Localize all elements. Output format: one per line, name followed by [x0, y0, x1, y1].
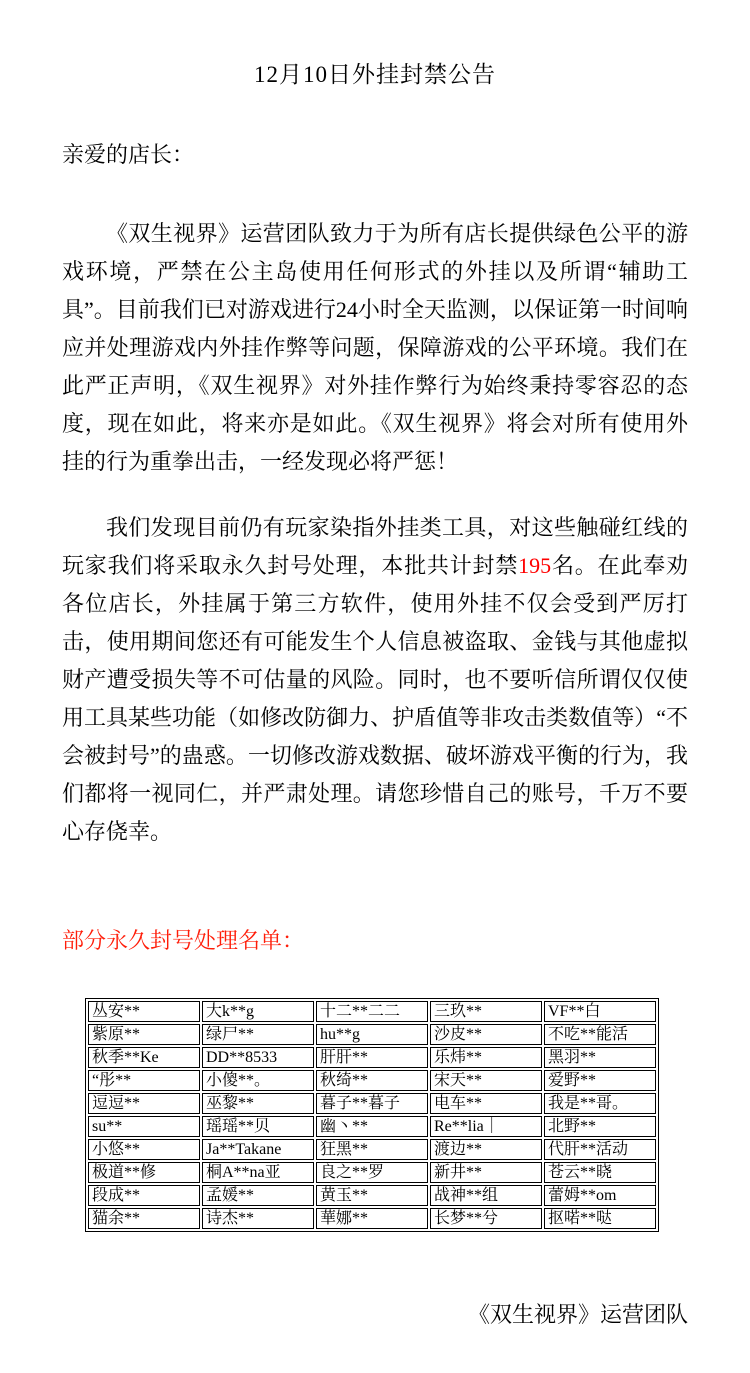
paragraph-commitment: 《双生视界》运营团队致力于为所有店长提供绿色公平的游戏环境，严禁在公主岛使用任何形式的外挂以及所谓“辅助工具”。目前我们已对游戏进行24小时全天监测，以保证第一时间响应并处理游戏内外挂作弊等问题，保障游戏的公平环境。我们在此严正声明，《双生视界》对外挂作弊行为始终秉持零容忍的态度，现在如此，将来亦是如此。《双生视界》将会对所有使用外挂的行为重拳出击，一经发现必将严惩！ — [62, 221, 688, 474]
banned-player-name: 宋天** — [430, 1070, 542, 1091]
banned-player-name: 长梦**兮 — [430, 1208, 542, 1229]
banned-player-name: 沙皮** — [430, 1024, 542, 1045]
table-row — [88, 1093, 656, 1114]
banned-player-name: VF**白 — [544, 1001, 656, 1022]
greeting: 亲爱的店长： — [62, 142, 195, 167]
ban-list-table — [85, 998, 659, 1232]
banned-player-name: 新井** — [430, 1162, 542, 1183]
banned-player-name: 渡边** — [430, 1139, 542, 1160]
signature: 《双生视界》运营团队 — [467, 1302, 688, 1327]
banned-player-name: 绿尸** — [202, 1024, 314, 1045]
banned-player-name: DD**8533 — [202, 1047, 314, 1068]
banned-player-name: 三玖** — [430, 1001, 542, 1022]
banned-player-name: 桐A**na亚 — [202, 1162, 314, 1183]
table-row — [88, 1139, 656, 1160]
banned-player-name: 瑶瑶**贝 — [202, 1116, 314, 1137]
banned-player-name: 爱野** — [544, 1070, 656, 1091]
banned-player-name: 暮子**暮子 — [316, 1093, 428, 1114]
banned-player-name: 代肝**活动 — [544, 1139, 656, 1160]
table-row — [88, 1001, 656, 1022]
banned-player-name: 电车** — [430, 1093, 542, 1114]
ban-list-table-body — [88, 1001, 656, 1229]
table-row — [88, 1024, 656, 1045]
table-row — [88, 1208, 656, 1229]
banned-player-name: 孟媛** — [202, 1185, 314, 1206]
banned-player-name: 紫原** — [88, 1024, 200, 1045]
banned-player-name: 战神**组 — [430, 1185, 542, 1206]
banned-player-name: 段成** — [88, 1185, 200, 1206]
banned-player-name: 狂黑** — [316, 1139, 428, 1160]
banned-player-name: 黑羽** — [544, 1047, 656, 1068]
paragraph-ban-notice-before: 我们发现目前仍有玩家染指外挂类工具，对这些触碰红线的玩家我们将采取永久封号处理，本批共计封禁 — [62, 515, 688, 578]
table-row — [88, 1162, 656, 1183]
banned-player-name: 不吃**能活 — [544, 1024, 656, 1045]
banned-player-name: 肝肝** — [316, 1047, 428, 1068]
banned-player-name: 十二**二二 — [316, 1001, 428, 1022]
banned-player-name: 苍云**晓 — [544, 1162, 656, 1183]
banned-player-name: Re**lia｜ — [430, 1116, 542, 1137]
banned-player-name: 丛安** — [88, 1001, 200, 1022]
paragraph-ban-notice — [62, 509, 688, 851]
banned-player-name: 乐炜** — [430, 1047, 542, 1068]
banned-player-name: 幽丶** — [316, 1116, 428, 1137]
banned-player-name: hu**g — [316, 1024, 428, 1045]
banned-player-name: 极道**修 — [88, 1162, 200, 1183]
banned-player-name: 北野** — [544, 1116, 656, 1137]
paragraph-ban-notice-after: 名。在此奉劝各位店长，外挂属于第三方软件，使用外挂不仅会受到严厉打击，使用期间您还有可能发生个人信息被盗取、金钱与其他虚拟财产遭受损失等不可估量的风险。同时，也不要听信所谓仅仅使用工具某些功能（如修改防御力、护盾值等非攻击类数值等）“不会被封号”的蛊惑。一切修改游戏数据、破坏游戏平衡的行为，我们都将一视同仁，并严肃处理。请您珍惜自己的账号，千万不要心存侥幸。 — [62, 553, 688, 844]
ban-list-heading: 部分永久封号处理名单： — [62, 928, 305, 953]
banned-player-name: 華娜** — [316, 1208, 428, 1229]
banned-player-name: su** — [88, 1116, 200, 1137]
banned-player-name: 秋季**Ke — [88, 1047, 200, 1068]
banned-player-name: 黄玉** — [316, 1185, 428, 1206]
table-row — [88, 1070, 656, 1091]
banned-player-name: 秋绮** — [316, 1070, 428, 1091]
banned-player-name: 良之**罗 — [316, 1162, 428, 1183]
banned-player-name: 大k**g — [202, 1001, 314, 1022]
banned-player-name: 抠喏**哒 — [544, 1208, 656, 1229]
table-row — [88, 1185, 656, 1206]
banned-player-name: 我是**哥。 — [544, 1093, 656, 1114]
table-row — [88, 1047, 656, 1068]
banned-player-name: 诗杰** — [202, 1208, 314, 1229]
banned-player-name: Ja**Takane — [202, 1139, 314, 1160]
table-row — [88, 1116, 656, 1137]
banned-player-name: 小傻**。 — [202, 1070, 314, 1091]
ban-count: 195 — [518, 553, 552, 578]
page-title: 12月10日外挂封禁公告 — [254, 62, 496, 87]
banned-player-name: 蕾姆**om — [544, 1185, 656, 1206]
banned-player-name: “彤** — [88, 1070, 200, 1091]
banned-player-name: 猫余** — [88, 1208, 200, 1229]
banned-player-name: 小悠** — [88, 1139, 200, 1160]
banned-player-name: 逗逗** — [88, 1093, 200, 1114]
banned-player-name: 巫黎** — [202, 1093, 314, 1114]
